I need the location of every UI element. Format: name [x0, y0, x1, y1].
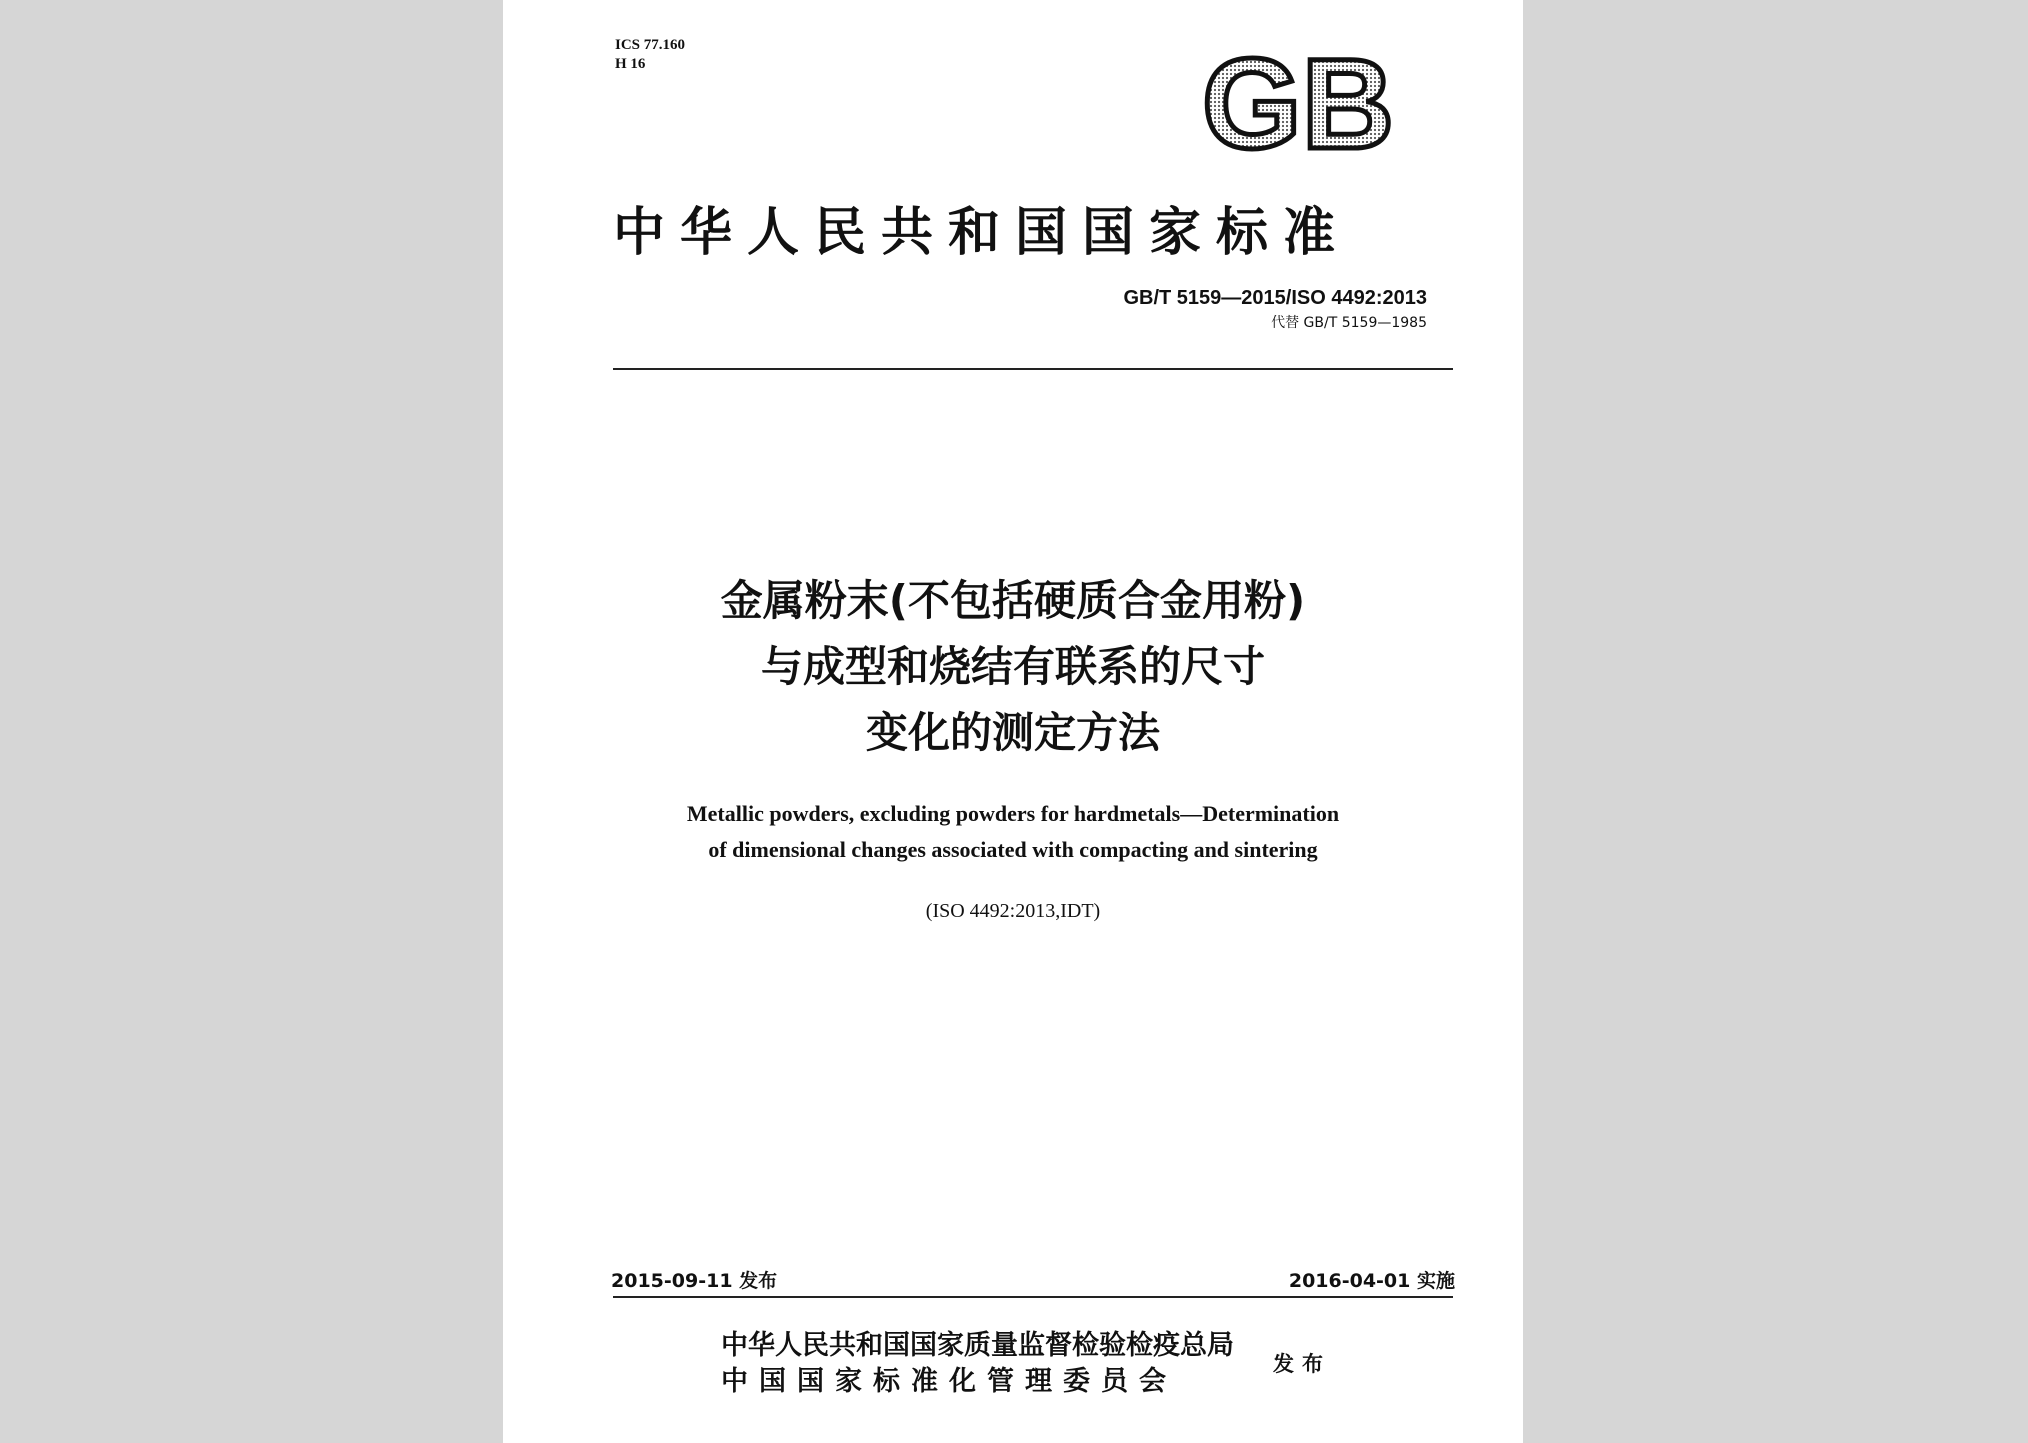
organization-title: 中华人民共和国国家标准 [613, 203, 1351, 263]
chinese-title-line: 变化的测定方法 [865, 708, 1160, 757]
issuing-authorities [721, 1328, 1234, 1400]
gb-logo-text: GB [1202, 48, 1394, 158]
gb-logo [1193, 48, 1403, 158]
implementation-date: 2016-04-01 实施 [1288, 1270, 1455, 1292]
header-divider [613, 368, 1453, 370]
issuer-name: 中国国家标准化管理委员会 [721, 1366, 1177, 1397]
chinese-title-line: 与成型和烧结有联系的尺寸 [760, 642, 1265, 691]
english-title-line: of dimensional changes associated with compacting and sintering [708, 837, 1318, 862]
ics-code: ICS 77.160 [615, 37, 686, 53]
footer-divider [613, 1296, 1453, 1298]
document-page [503, 0, 1523, 1443]
publish-label: 发布 [1273, 1352, 1331, 1376]
replaced-standard: 代替 GB/T 5159—1985 [1271, 315, 1427, 331]
english-title-line: Metallic powders, excluding powders for hardmetals—Determination [686, 801, 1340, 826]
standard-number: GB/T 5159—2015/ISO 4492:2013 [1123, 287, 1427, 309]
chinese-title-line: 金属粉末(不包括硬质合金用粉) [720, 576, 1306, 625]
issue-date: 2015-09-11 发布 [611, 1270, 778, 1292]
issuer-name: 中华人民共和国国家质量监督检验检疫总局 [721, 1330, 1234, 1361]
english-title [503, 796, 1523, 868]
ccs-code: H 16 [615, 56, 646, 72]
chinese-title [503, 568, 1523, 766]
iso-equivalence: (ISO 4492:2013,IDT) [925, 900, 1101, 922]
classification-codes [615, 36, 685, 74]
